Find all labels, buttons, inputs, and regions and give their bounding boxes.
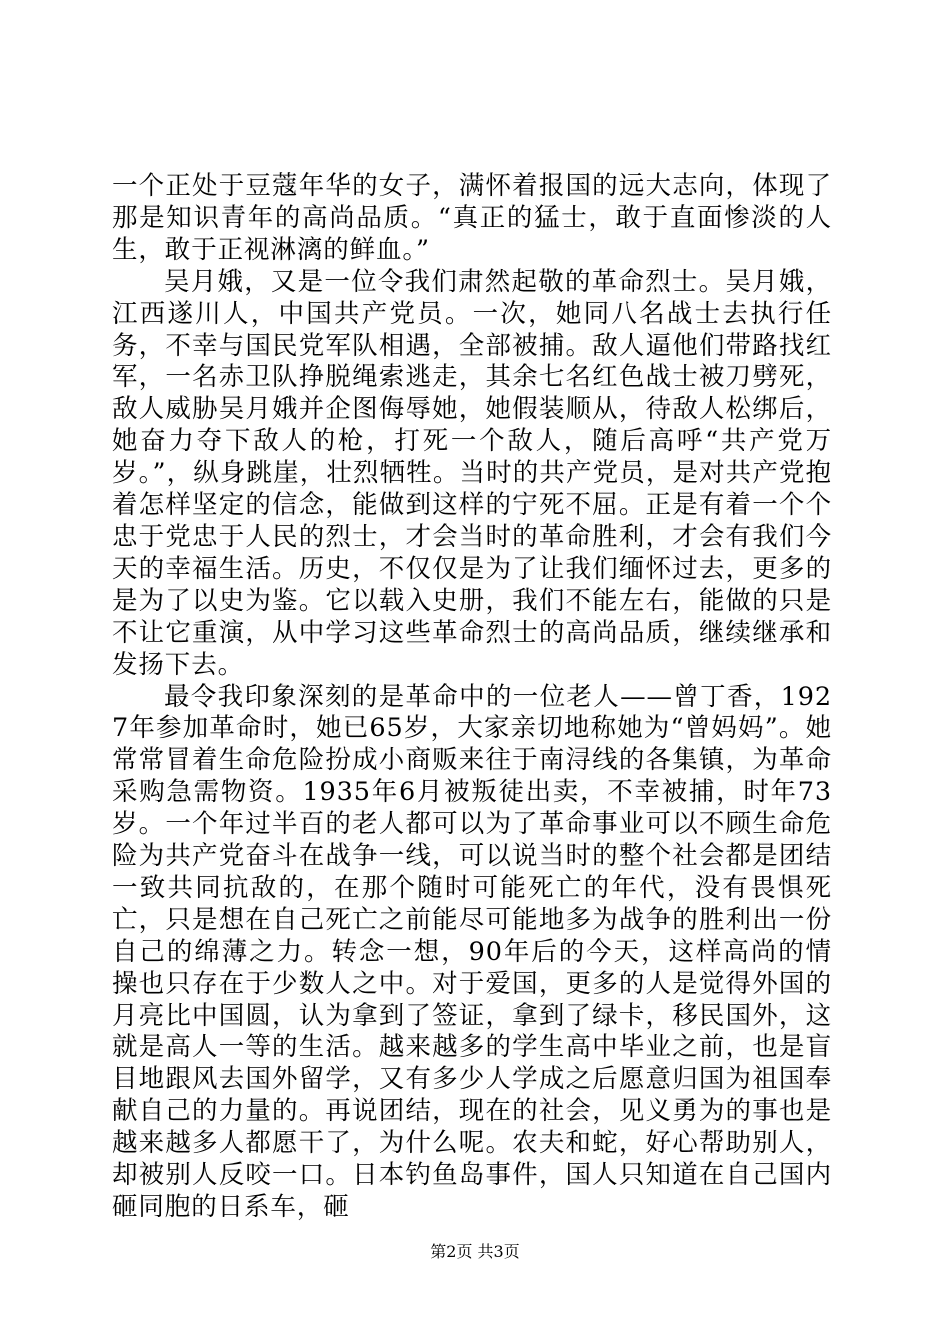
body-text: [112, 171, 832, 1224]
paragraph-3: 最令我印象深刻的是革命中的一位老人——曾丁香，1927年参加革命时，她已65岁，大家亲切地称她为“曾妈妈”。她常常冒着生命危险扮成小商贩来往于南浔线的各集镇，为革命采购急需物资。1935年6月被叛徒出卖，不幸被捕，时年73岁。一个年过半百的老人都可以为了革命事业可以不顾生命危险为共产党奋斗在战争一线，可以说当时的整个社会都是团结一致共同抗敌的，在那个随时可能死亡的年代，没有畏惧死亡，只是想在自己死亡之前能尽可能地多为战争的胜利出一份自己的绵薄之力。转念一想，90年后的今天，这样高尚的情操也只存在于少数人之中。对于爱国，更多的人是觉得外国的月亮比中国圆，认为拿到了签证，拿到了绿卡，移民国外，这就是高人一等的生活。越来越多的学生高中毕业之前，也是盲目地跟风去国外留学，又有多少人学成之后愿意归国为祖国奉献自己的力量的。再说团结，现在的社会，见义勇为的事也是越来越多人都愿干了，为什么呢。农夫和蛇，好心帮助别人，却被别人反咬一口。日本钓鱼岛事件，国人只知道在自己国内砸同胞的日系车，砸: [112, 681, 832, 1222]
page-footer: 第2页 共3页: [430, 1242, 520, 1261]
paragraph-1: 一个正处于豆蔻年华的女子，满怀着报国的远大志向，体现了那是知识青年的高尚品质。“真正的猛士，敢于直面惨淡的人生，敢于正视淋漓的鲜血。”: [112, 171, 832, 265]
paragraph-2: 吴月娥，又是一位令我们肃然起敬的革命烈士。吴月娥，江西遂川人，中国共产党员。一次，她同八名战士去执行任务，不幸与国民党军队相遇，全部被捕。敌人逼他们带路找红军，一名赤卫队挣脱绳索逃走，其余七名红色战士被刀劈死，敌人威胁吴月娥并企图侮辱她，她假装顺从，待敌人松绑后，她奋力夺下敌人的枪，打死一个敌人，随后高呼“共产党万岁。”，纵身跳崖，壮烈牺牲。当时的共产党员，是对共产党抱着怎样坚定的信念，能做到这样的宁死不屈。正是有着一个个忠于党忠于人民的烈士，才会当时的革命胜利，才会有我们今天的幸福生活。历史，不仅仅是为了让我们缅怀过去，更多的是为了以史为鉴。它以载入史册，我们不能左右，能做的只是不让它重演，从中学习这些革命烈士的高尚品质，继续继承和发扬下去。: [112, 266, 832, 680]
